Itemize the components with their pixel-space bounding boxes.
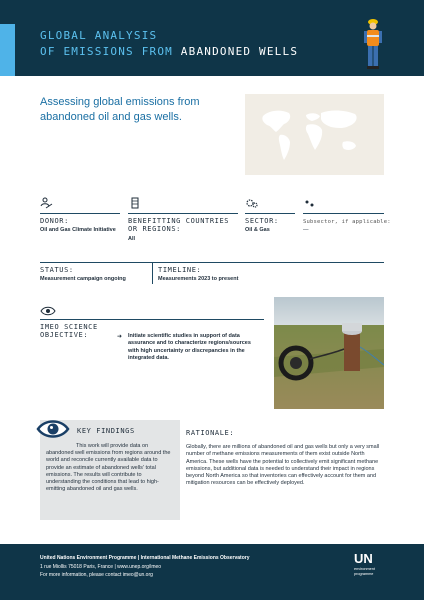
- world-map: [245, 94, 384, 175]
- unep-logo-text: UN: [354, 551, 373, 566]
- donor-label: DONOR:: [40, 217, 69, 225]
- footer-address[interactable]: 1 rue Miollis 75018 Paris, France | www.unep.org/imeo: [40, 564, 162, 570]
- objective-label: IMEO SCIENCE OBJECTIVE:: [40, 323, 98, 339]
- page-title: [40, 28, 360, 60]
- eye-icon: [36, 416, 70, 442]
- world-map-icon: [245, 94, 384, 175]
- unep-logo-sub1: environment: [354, 567, 375, 571]
- rationale-text: Globally, there are millions of abandoned oil and gas wells but only a very small number of methane emissions measurements of them exist outside North America. These wells have the potential to collectively emit significant methane emissions, but additional data is needed to understand their impact in regions beyond North America so that inventories can effectively account for them and mitigation resources can be effectively deployed.: [186, 444, 380, 487]
- eye-icon: [40, 304, 56, 318]
- divider: [128, 213, 238, 214]
- objective-value: Initiate scientific studies in support of data assurance and to characterize regions/sources with high uncertainty or discrepancies in the integrated data.: [128, 333, 251, 362]
- divider: [303, 213, 384, 214]
- unep-logo-subtext: [354, 567, 375, 576]
- gears-icon: [245, 196, 259, 210]
- timeline-label: TIMELINE:: [158, 266, 202, 274]
- title-line-2b: ABANDONED WELLS: [172, 45, 299, 58]
- divider: [245, 213, 295, 214]
- arrow-right-icon: ➜: [117, 334, 123, 340]
- divider: [152, 262, 153, 284]
- header-accent-bar: [0, 24, 15, 76]
- sector-label: SECTOR:: [245, 217, 279, 225]
- footer-contact[interactable]: For more information, please contact imeo@un.org: [40, 572, 153, 578]
- subsector-dots-icon: [303, 196, 317, 210]
- subsector-label: Subsector, if applicable:: [303, 219, 391, 225]
- divider: [40, 213, 120, 214]
- donor-value: Oil and Gas Climate Initiative: [40, 227, 116, 233]
- key-findings-title: KEY FINDINGS: [77, 427, 135, 435]
- title-line-1: GLOBAL ANALYSIS: [40, 29, 158, 42]
- unep-logo: [354, 551, 384, 581]
- title-line-2: [40, 45, 298, 58]
- footer-organization: United Nations Environment Programme | International Methane Emissions Observatory: [40, 555, 250, 561]
- subsector-value: —: [303, 227, 309, 233]
- unep-logo-sub2: programme: [354, 571, 374, 576]
- abandoned-well-photo: [274, 297, 384, 409]
- divider: [40, 262, 384, 263]
- status-label: STATUS:: [40, 266, 74, 274]
- countries-value: All: [128, 236, 136, 242]
- donor-icon: [40, 196, 54, 210]
- title-line-2a: OF EMISSIONS FROM: [40, 45, 173, 58]
- sector-value: Oil & Gas: [245, 227, 270, 233]
- divider: [40, 319, 264, 320]
- timeline-value: Measurements 2023 to present: [158, 276, 239, 282]
- rationale-title: RATIONALE:: [186, 429, 235, 437]
- status-value: Measurement campaign ongoing: [40, 276, 126, 282]
- intro-text: Assessing global emissions from abandoned oil and gas wells.: [40, 96, 200, 123]
- location-pin-icon: [128, 196, 142, 210]
- key-findings-text: This work will provide data on abandoned well emissions from regions around the world and reconcile currently available data to provide an estimate of abandoned wells' total emissions. The results will contribute to understanding the conditions that lead to high-emitting abandoned oil and gas wells.: [46, 443, 171, 493]
- oil-worker-illustration: [362, 16, 384, 72]
- countries-label: BENEFITTING COUNTRIES OR REGIONS:: [128, 217, 230, 233]
